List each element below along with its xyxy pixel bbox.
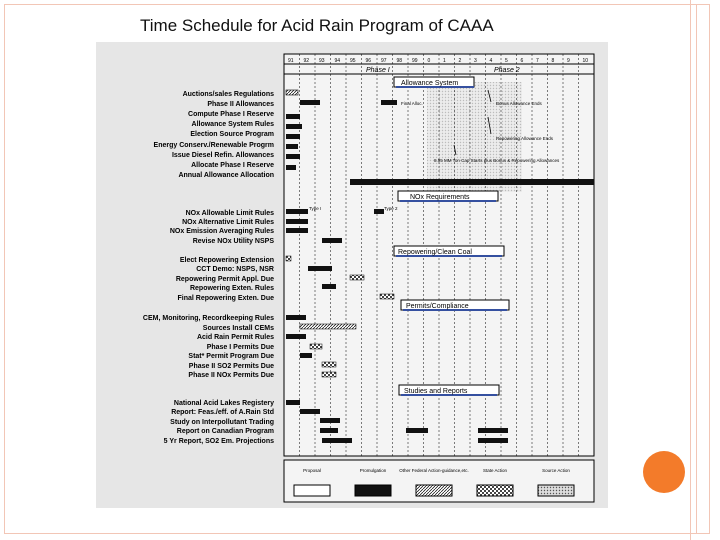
year-label: 1: [443, 58, 446, 64]
year-label: 7: [536, 58, 539, 64]
row-label: Study on Interpollutant Trading: [170, 419, 274, 426]
row-label: Phase II Allowances: [207, 101, 274, 108]
row-label: Sources Install CEMs: [202, 325, 274, 332]
legend-label: Promulgation: [359, 468, 387, 473]
year-label: 98: [396, 58, 403, 64]
row-label: National Acid Lakes Registery: [173, 400, 274, 407]
row-label: Annual Allowance Allocation: [178, 172, 274, 179]
row-label: Issue Diesel Refin. Allowances: [171, 152, 274, 159]
row-label: Auctions/sales Regulations: [182, 91, 274, 98]
row-label: NOx Alternative Limit Rules: [182, 219, 274, 226]
row-label: Phase II SO2 Permits Due: [188, 363, 274, 370]
row-label: Elect Repowering Extension: [179, 257, 274, 264]
legend-swatch: [538, 485, 574, 496]
row-label: Revise NOx Utility NSPS: [192, 238, 274, 245]
legend-swatch: [294, 485, 330, 496]
row-label: NOx Allowable Limit Rules: [185, 210, 274, 217]
annual-allocation-bar: [350, 179, 594, 185]
legend: [284, 460, 594, 502]
schedule-document: [96, 42, 608, 508]
row-label: Election Source Program: [190, 131, 274, 138]
note-repowering-allow: Repowering Allowance Ends: [496, 136, 554, 141]
year-label: 96: [365, 58, 372, 64]
row-label: Allowance System Rules: [191, 121, 274, 128]
year-label: 8: [551, 58, 555, 64]
year-label: 95: [350, 58, 356, 64]
year-label: 4: [489, 58, 493, 64]
legend-label: Source Action: [542, 468, 570, 473]
row-labels: [143, 91, 274, 445]
year-label: 5: [505, 58, 508, 64]
legend-swatch: [355, 485, 391, 496]
year-label: 6: [520, 58, 524, 64]
row-label: Acid Rain Permit Rules: [196, 334, 274, 341]
phase-1-label: Phase I: [366, 67, 390, 74]
note-bonus: Bonus Allowance Ends: [496, 101, 542, 106]
row-label: Repowering Permit Appl. Due: [175, 276, 274, 283]
row-label: Energy Conserv./Renewable Progrm: [153, 142, 274, 149]
schedule-chart: [96, 42, 608, 508]
legend-swatch: [477, 485, 513, 496]
year-label: 0: [427, 58, 431, 64]
section-allowance: [394, 77, 474, 87]
year-label: 10: [582, 58, 589, 64]
row-label: NOx Emission Averaging Rules: [169, 228, 274, 235]
note-cap: 8.95 MM Ton Cap Starts plus Bonus & Repowering Allowances: [434, 158, 560, 163]
year-label: 3: [474, 58, 477, 64]
row-label: Phase I Permits Due: [206, 344, 274, 351]
row-label: 5 Yr Report, SO2 Em. Projections: [163, 438, 274, 445]
row-label: Stat* Permit Program Due: [188, 353, 274, 360]
phase-2-label: Phase 2: [494, 67, 520, 74]
year-label: 99: [412, 58, 418, 64]
slide-side-border: [690, 0, 720, 540]
section-studies: [399, 385, 499, 395]
decorative-orange-circle: [643, 451, 685, 493]
row-label: Allocate Phase I Reserve: [191, 162, 274, 169]
svg-text:Studies and Reports: Studies and Reports: [404, 388, 468, 395]
row-label: Compute Phase I Reserve: [188, 111, 274, 118]
row-label: Final Repowering Exten. Due: [177, 295, 274, 302]
legend-swatch: [416, 485, 452, 496]
svg-text:Allowance System: Allowance System: [401, 80, 459, 87]
year-label: 92: [303, 58, 310, 64]
row-label: Report on Canadian Program: [176, 428, 274, 435]
svg-text:NOx Requirements: NOx Requirements: [410, 194, 470, 201]
section-repowering: [394, 246, 504, 256]
legend-label: Other Federal Action-guidance,etc.: [399, 468, 469, 473]
svg-text:Permits/Compliance: Permits/Compliance: [406, 303, 469, 310]
slide-side-line: [696, 4, 697, 534]
note-type1: Type I: [309, 206, 322, 211]
legend-label: Proposal: [303, 468, 321, 473]
year-label: 91: [288, 58, 294, 64]
svg-text:Repowering/Clean Coal: Repowering/Clean Coal: [398, 249, 472, 256]
year-label: 93: [319, 58, 325, 64]
slide-title: Time Schedule for Acid Rain Program of CAAA: [140, 16, 494, 35]
note-type2: Type 2: [384, 206, 398, 211]
section-nox: [398, 191, 498, 201]
note-final-alloc: Final Alloc.: [401, 101, 423, 106]
year-label: 94: [334, 58, 341, 64]
row-label: CEM, Monitoring, Recordkeeping Rules: [142, 315, 274, 322]
row-label: Phase II NOx Permits Due: [188, 372, 274, 379]
section-permits: [401, 300, 509, 310]
row-label: CCT Demo: NSPS, NSR: [196, 266, 274, 273]
year-label: 2: [458, 58, 462, 64]
legend-label: State Action: [482, 468, 508, 473]
row-label: Repowering Exten. Rules: [189, 285, 274, 292]
year-label: 97: [381, 58, 387, 64]
row-label: Report: Feas./eff. of A.Rain Std: [171, 409, 274, 416]
year-label: 9: [567, 58, 570, 64]
